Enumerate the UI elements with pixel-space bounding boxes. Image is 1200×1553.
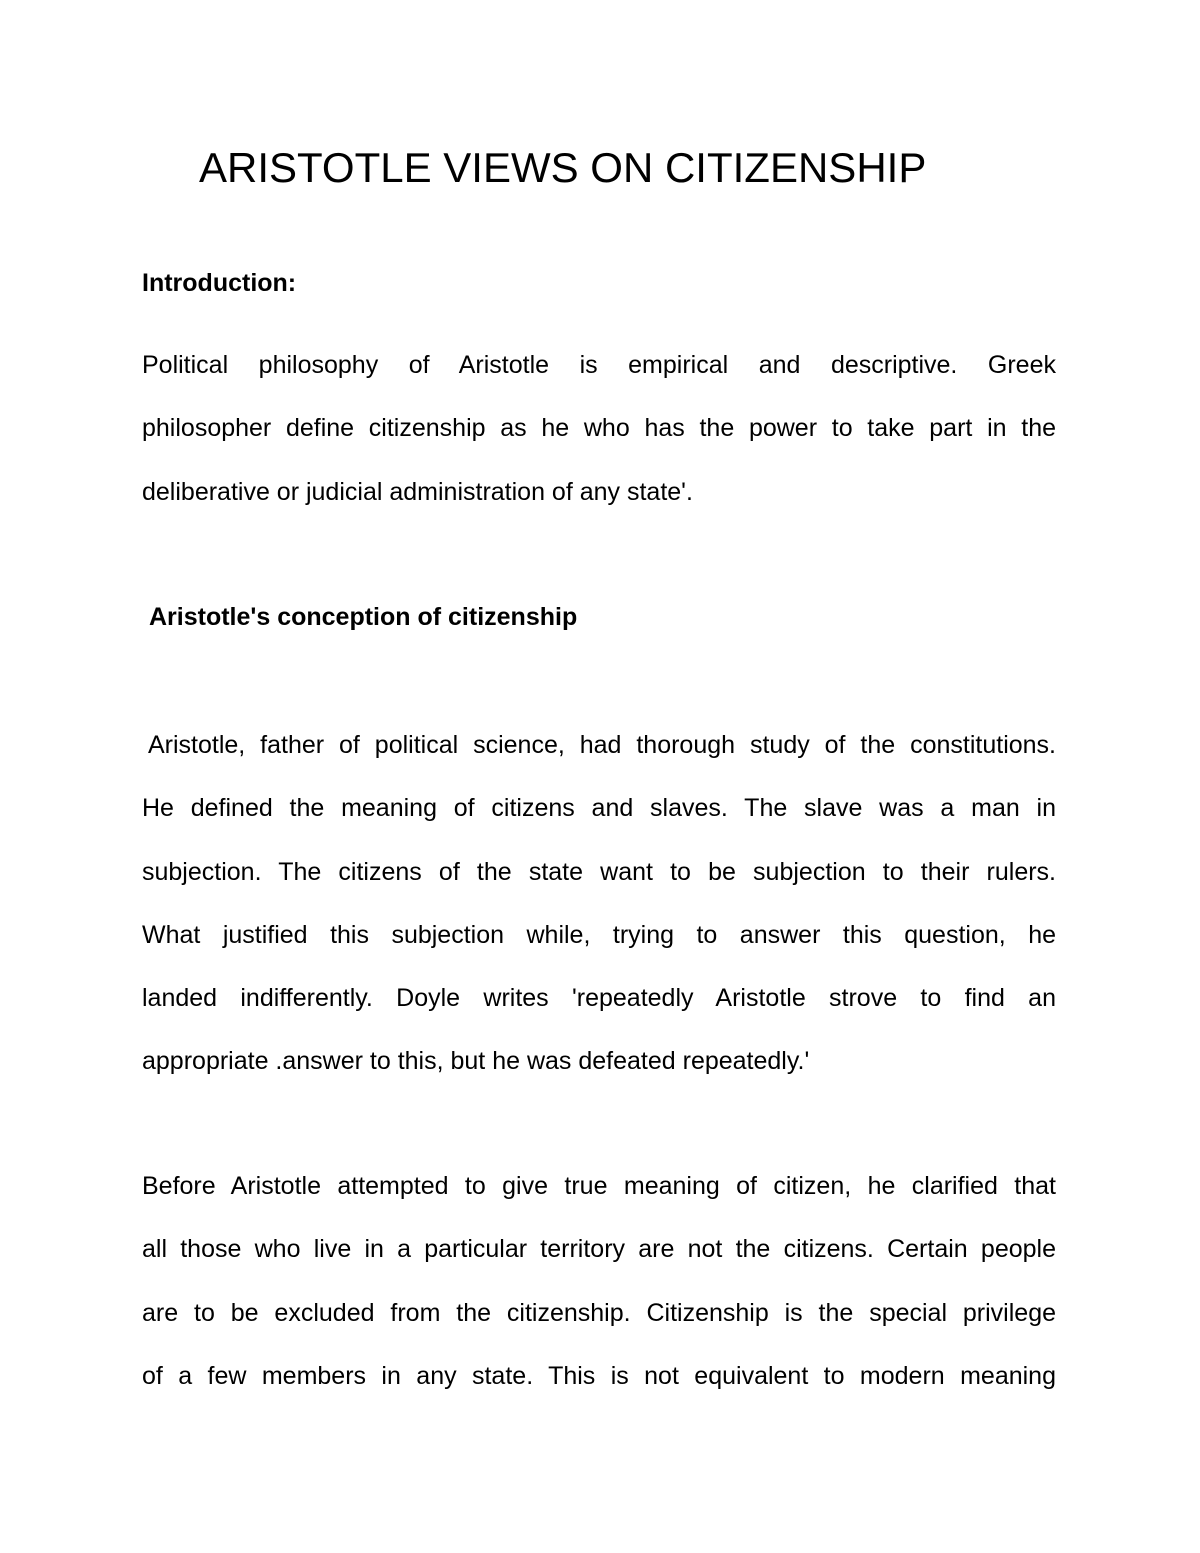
- document-title: ARISTOTLE VIEWS ON CITIZENSHIP: [199, 144, 927, 191]
- paragraph-line: subjection. The citizens of the state want to be subjection to their rulers.: [142, 857, 1056, 886]
- paragraph-introduction: [142, 334, 1056, 524]
- paragraph-line: of a few members in any state. This is not equivalent to modern meaning: [142, 1361, 1056, 1390]
- paragraph-before-aristotle: [142, 1155, 1056, 1408]
- section-heading-conception: Aristotle's conception of citizenship: [149, 603, 578, 631]
- paragraph-line: are to be excluded from the citizenship. Citizenship is the special privilege: [142, 1298, 1056, 1327]
- paragraph-line: all those who live in a particular territory are not the citizens. Certain people: [142, 1235, 1056, 1264]
- paragraph-line: Before Aristotle attempted to give true meaning of citizen, he clarified that: [142, 1172, 1056, 1200]
- paragraph-line: philosopher define citizenship as he who has the power to take part in the: [142, 414, 1056, 443]
- paragraph-line: deliberative or judicial administration of any state'.: [142, 477, 693, 506]
- paragraph-line: appropriate .answer to this, but he was defeated repeatedly.': [142, 1047, 810, 1076]
- paragraph-line: landed indifferently. Doyle writes 'repeatedly Aristotle strove to find an: [142, 984, 1056, 1013]
- paragraph-line: Political philosophy of Aristotle is empirical and descriptive. Greek: [142, 351, 1056, 379]
- paragraph-line: What justified this subjection while, trying to answer this question, he: [142, 920, 1056, 949]
- section-heading-introduction: Introduction:: [142, 269, 297, 297]
- paragraph-line: He defined the meaning of citizens and slaves. The slave was a man in: [142, 794, 1056, 823]
- paragraph-conception: [142, 714, 1056, 1094]
- paragraph-line: Aristotle, father of political science, had thorough study of the constitutions.: [148, 731, 1056, 759]
